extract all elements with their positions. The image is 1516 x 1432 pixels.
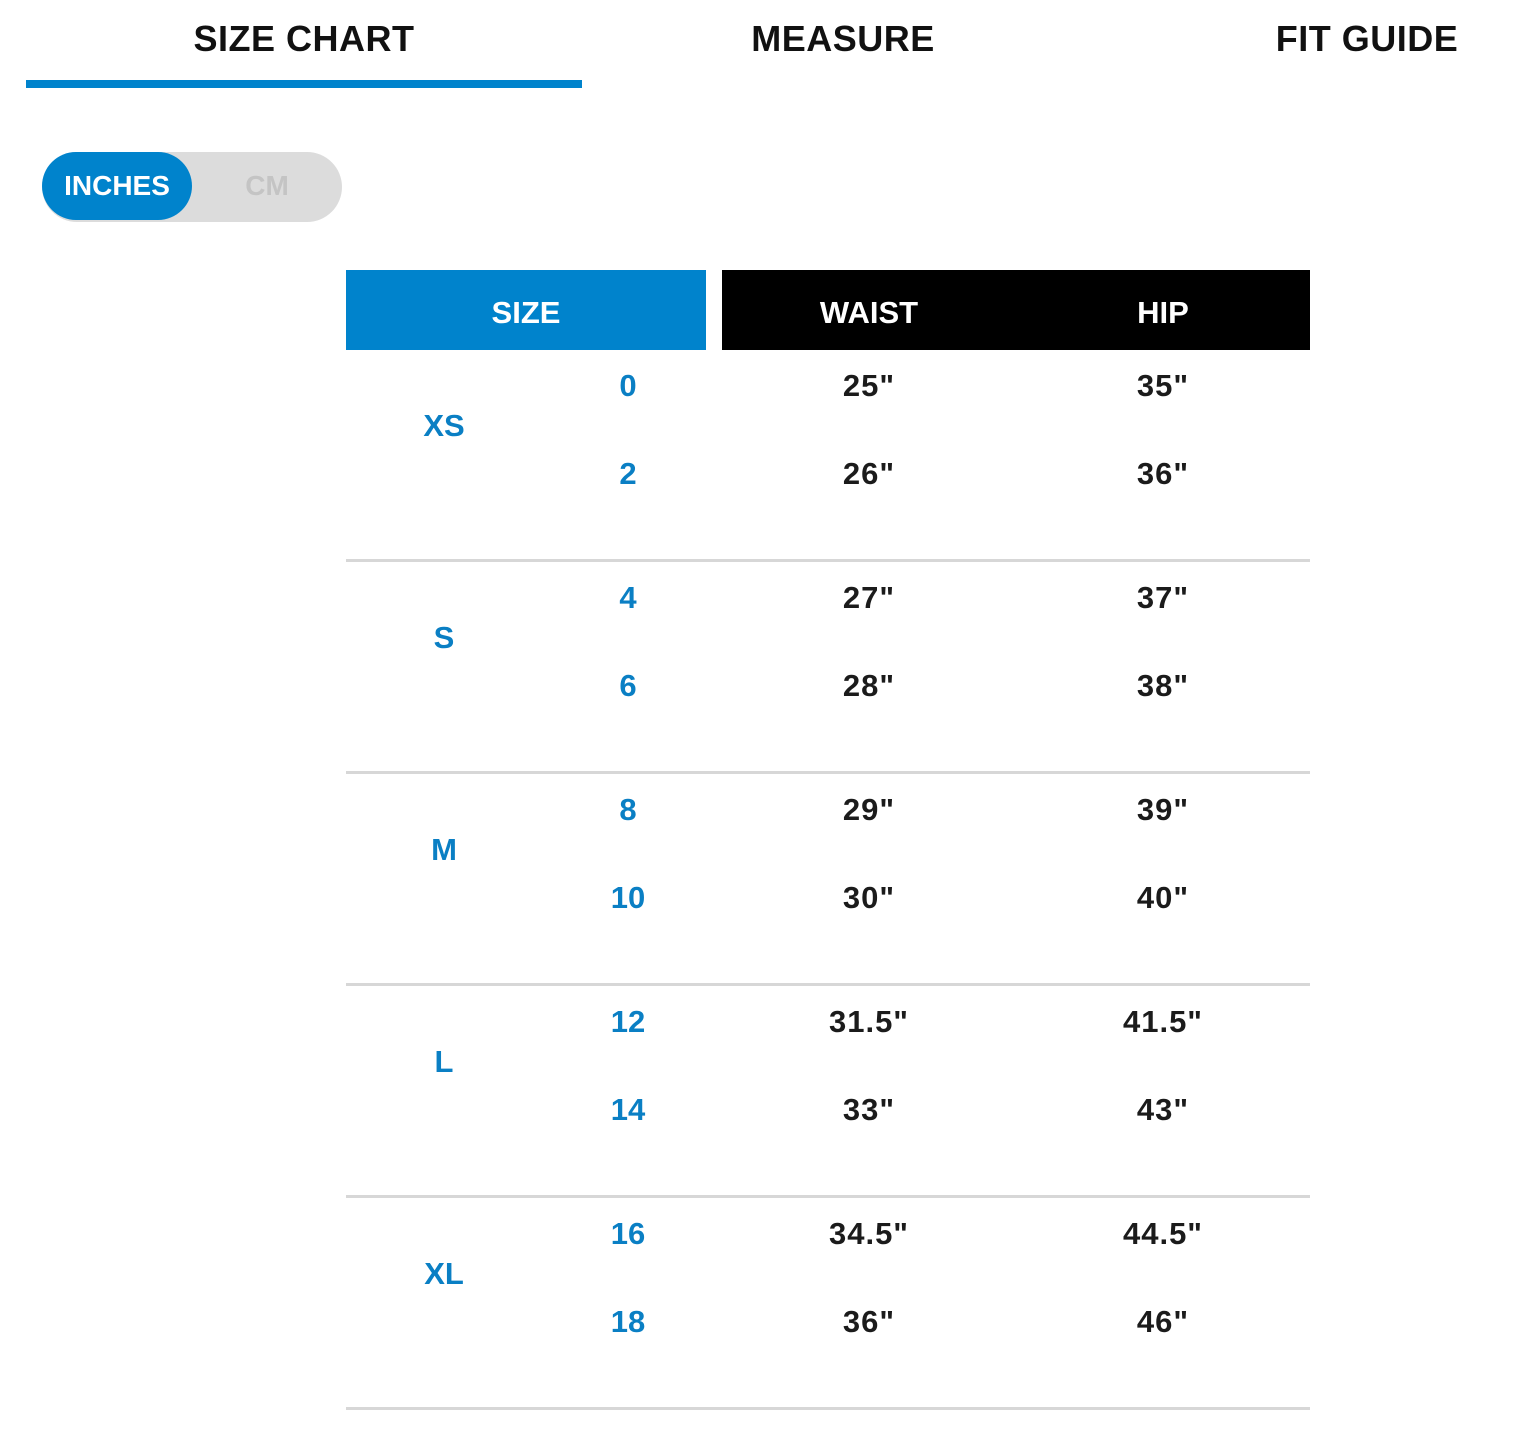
waist-value: 31.5" <box>828 1004 910 1039</box>
table-row <box>346 1212 1310 1256</box>
table-row <box>346 576 1310 620</box>
size-number: 8 <box>619 792 637 827</box>
size-column-header: SIZE <box>346 270 706 350</box>
size-group-xs <box>346 350 1310 562</box>
waist-value: 25" <box>842 368 896 403</box>
size-number: 2 <box>619 456 637 491</box>
waist-value: 29" <box>842 792 896 827</box>
hip-value: 38" <box>1136 668 1190 703</box>
table-row <box>346 1300 1310 1344</box>
size-letter: XS <box>423 408 465 443</box>
hip-value: 41.5" <box>1122 1004 1204 1039</box>
size-number: 6 <box>619 668 637 703</box>
unit-toggle <box>42 152 342 222</box>
waist-value: 27" <box>842 580 896 615</box>
size-group-s <box>346 562 1310 774</box>
waist-value: 33" <box>842 1092 896 1127</box>
table-row <box>346 664 1310 708</box>
waist-column-header: WAIST <box>819 295 919 330</box>
hip-value: 43" <box>1136 1092 1190 1127</box>
size-number: 16 <box>610 1216 646 1251</box>
size-group-xl <box>346 1198 1310 1410</box>
hip-value: 39" <box>1136 792 1190 827</box>
unit-inches-button[interactable]: INCHES <box>42 152 192 220</box>
size-number: 12 <box>610 1004 646 1039</box>
table-row <box>346 364 1310 408</box>
size-letter: L <box>434 1044 454 1079</box>
waist-value: 28" <box>842 668 896 703</box>
size-guide-tabs <box>0 0 1516 90</box>
size-number: 14 <box>610 1092 646 1127</box>
tab-size-chart[interactable]: SIZE CHART <box>193 18 415 59</box>
size-group-l <box>346 986 1310 1198</box>
size-number: 10 <box>610 880 646 915</box>
table-row <box>346 452 1310 496</box>
size-letter: S <box>433 620 455 655</box>
table-row <box>346 788 1310 832</box>
hip-value: 46" <box>1136 1304 1190 1339</box>
tab-fit-guide[interactable]: FIT GUIDE <box>1275 18 1459 59</box>
size-group-m <box>346 774 1310 986</box>
unit-cm-button[interactable]: CM <box>245 170 289 201</box>
waist-value: 36" <box>842 1304 896 1339</box>
size-letter: M <box>431 832 457 867</box>
size-letter: XL <box>424 1256 464 1291</box>
table-row <box>346 1000 1310 1044</box>
table-row <box>346 876 1310 920</box>
hip-value: 44.5" <box>1122 1216 1204 1251</box>
size-number: 4 <box>619 580 637 615</box>
table-row <box>346 1088 1310 1132</box>
row-divider <box>346 1407 1310 1410</box>
waist-value: 26" <box>842 456 896 491</box>
waist-value: 34.5" <box>828 1216 910 1251</box>
active-tab-indicator <box>26 80 582 88</box>
size-number: 18 <box>610 1304 646 1339</box>
hip-value: 36" <box>1136 456 1190 491</box>
waist-value: 30" <box>842 880 896 915</box>
hip-value: 37" <box>1136 580 1190 615</box>
size-number: 0 <box>619 368 637 403</box>
tab-measure[interactable]: MEASURE <box>751 18 935 59</box>
hip-value: 35" <box>1136 368 1190 403</box>
hip-value: 40" <box>1136 880 1190 915</box>
hip-column-header: HIP <box>1137 295 1189 330</box>
